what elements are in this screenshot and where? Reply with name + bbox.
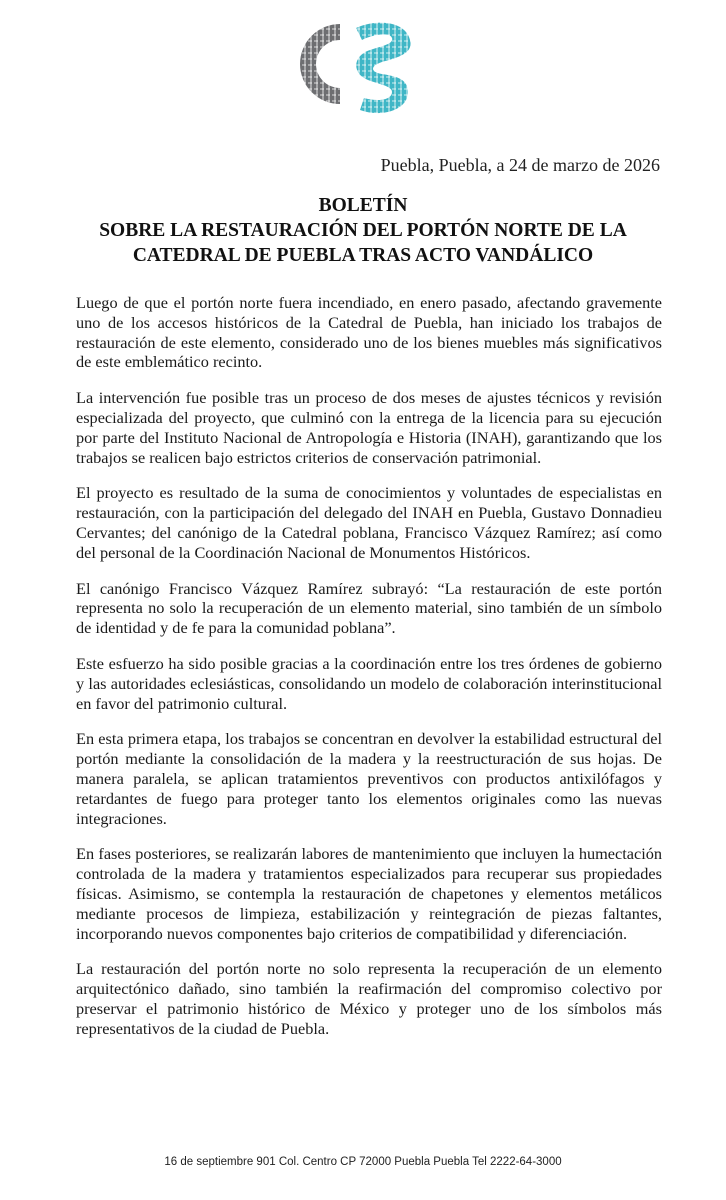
paragraph: La restauración del portón norte no solo representa la recuperación de un elemento arquitectónico dañado, sino también la reafirmación del compromiso colectivo por preservar el patrimonio histórico de México y proteger uno de los símbolos más representativos de la ciudad de Puebla. (76, 959, 662, 1038)
footer-address: 16 de septiembre 901 Col. Centro CP 72000 Puebla Puebla Tel 2222-64-3000 (164, 1156, 562, 1168)
bulletin-date: Puebla, Puebla, a 24 de marzo de 2026 (380, 155, 660, 175)
paragraph: La intervención fue posible tras un proceso de dos meses de ajustes técnicos y revisión especializada del proyecto, que culminó con la entrega de la licencia para su ejecución por parte del Instituto Nacional de Antropología e Historia (INAH), garantizando que los trabajos se realicen bajo estrictos criterios de conservación patrimonial. (76, 388, 662, 467)
title-line-2: SOBRE LA RESTAURACIÓN DEL PORTÓN NORTE DE LA (99, 220, 627, 241)
stylized-cs-logo-icon (278, 14, 428, 144)
bulletin-title (40, 193, 686, 268)
paragraph: En fases posteriores, se realizarán labores de mantenimiento que incluyen la humectación controlada de la madera y tratamientos especializados para recuperar sus propiedades físicas. Asimismo, se contempla la restauración de chapetones y elementos metálicos mediante procesos de limpieza, estabilización y reintegración de piezas faltantes, incorporando nuevos componentes bajo criterios de compatibilidad y diferenciación. (76, 844, 662, 943)
paragraph: El proyecto es resultado de la suma de conocimientos y voluntades de especialistas en restauración, con la participación del delegado del INAH en Puebla, Gustavo Donnadieu Cervantes; del canónigo de la Catedral poblana, Francisco Vázquez Ramírez; así como del personal de la Coordinación Nacional de Monumentos Históricos. (76, 483, 662, 562)
paragraph: En esta primera etapa, los trabajos se concentran en devolver la estabilidad estructural del portón mediante la consolidación de la madera y la reestructuración de sus hojas. De manera paralela, se aplican tratamientos preventivos con productos antixilófagos y retardantes de fuego para proteger tanto los elementos originales como las nuevas integraciones. (76, 729, 662, 828)
paragraph: Este esfuerzo ha sido posible gracias a la coordinación entre los tres órdenes de gobierno y las autoridades eclesiásticas, consolidando un modelo de colaboración interinstitucional en favor del patrimonio cultural. (76, 653, 662, 713)
title-line-1: BOLETÍN (318, 195, 408, 216)
bulletin-body (76, 293, 662, 1055)
paragraph: Luego de que el portón norte fuera incendiado, en enero pasado, afectando gravemente uno de los accesos históricos de la Catedral de Puebla, han iniciado los trabajos de restauración de este elemento, considerado uno de los bienes muebles más significativos de este emblemático recinto. (76, 293, 662, 372)
paragraph: El canónigo Francisco Vázquez Ramírez subrayó: “La restauración de este portón representa no solo la recuperación de un elemento material, sino también de un símbolo de identidad y de fe para la comunidad poblana”. (76, 578, 662, 638)
organization-logo (278, 14, 428, 144)
title-line-3: CATEDRAL DE PUEBLA TRAS ACTO VANDÁLICO (132, 245, 594, 266)
